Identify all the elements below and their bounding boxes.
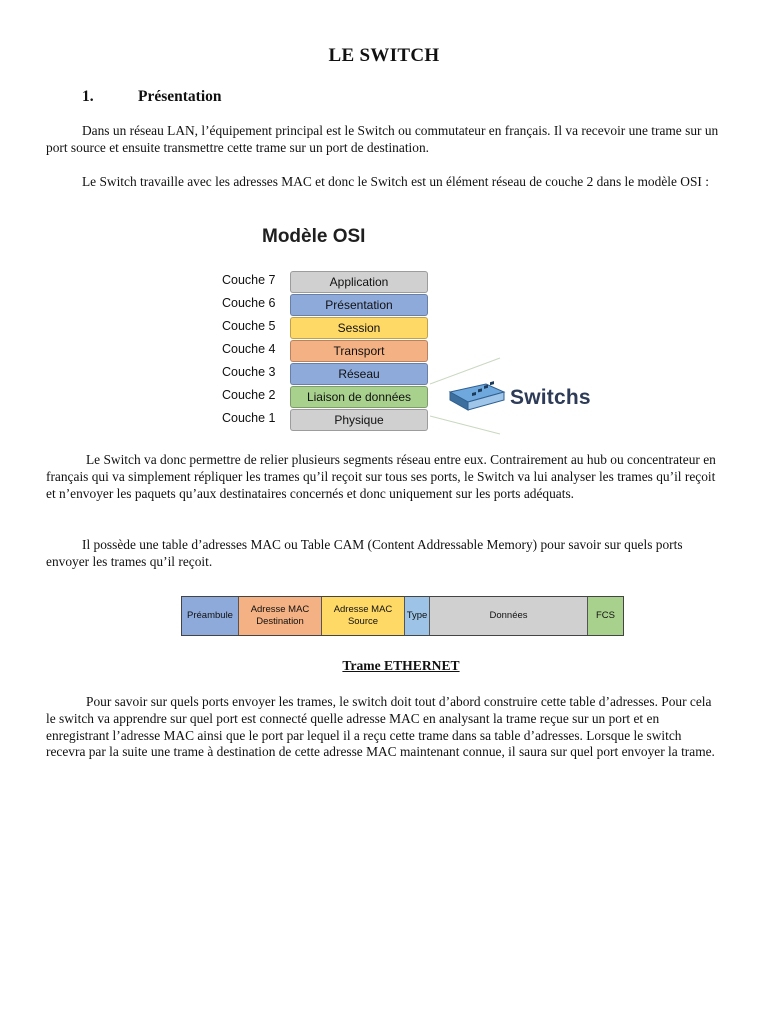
network-switch-icon: [446, 380, 506, 416]
osi-model-diagram: [200, 222, 620, 442]
osi-layer-box: Application: [290, 271, 428, 293]
page-title: LE SWITCH: [328, 45, 440, 66]
osi-layer-box: Transport: [290, 340, 428, 362]
osi-layer-label: Couche 2: [222, 388, 276, 402]
osi-layer-label: Couche 4: [222, 342, 276, 356]
frame-field-label: Type: [406, 610, 428, 621]
osi-layer-label: Couche 3: [222, 365, 276, 379]
osi-layer-label: Couche 1: [222, 411, 276, 425]
paragraph-4-text: Il possède une table d’adresses MAC ou Table CAM (Content Addressable Memory) pour savoir sur quels ports envoyer les trames qu’il reçoit.: [46, 537, 683, 569]
osi-title: Modèle OSI: [262, 226, 366, 247]
section-number: 1.: [82, 88, 94, 105]
section-title: Présentation: [138, 88, 222, 105]
frame-field-sublabel: Source: [347, 616, 379, 627]
paragraph-2: [46, 174, 724, 191]
frame-caption: Trame ETHERNET: [342, 658, 460, 673]
paragraph-2-text: Le Switch travaille avec les adresses MAC et donc le Switch est un élément réseau de couche 2 dans le modèle OSI :: [82, 174, 709, 189]
frame-field-label: Données: [489, 610, 528, 621]
frame-field-mac-destination: [239, 597, 322, 635]
osi-layer-box: Présentation: [290, 294, 428, 316]
ethernet-frame-diagram: [181, 596, 624, 636]
switch-label: Switchs: [510, 386, 591, 409]
osi-layer-box: Réseau: [290, 363, 428, 385]
frame-field-type: [405, 597, 430, 635]
frame-field-sublabel: Destination: [256, 616, 304, 627]
frame-field-label: Adresse MAC: [333, 604, 393, 615]
osi-layer-label: Couche 5: [222, 319, 276, 333]
frame-field-label: Adresse MAC: [250, 604, 310, 615]
paragraph-3-text: Le Switch va donc permettre de relier plusieurs segments réseau entre eux. Contrairement au hub ou concentrateur en français qui va simplement répliquer les trames qu’il reçoit sur tous ses ports, le Switch va lui analyser les trames qu’il reçoit et n’envoyer les paquets qu’aux destinataires concernés et donc uniquement sur les ports adéquats.: [46, 452, 716, 501]
paragraph-3: [46, 452, 724, 502]
frame-field-label: Préambule: [187, 610, 233, 621]
frame-field-data: [430, 597, 588, 635]
frame-field-label: FCS: [596, 610, 615, 621]
frame-field-preamble: [182, 597, 239, 635]
osi-layer-box: Liaison de données: [290, 386, 428, 408]
paragraph-4: [46, 537, 724, 571]
paragraph-1-text: Dans un réseau LAN, l’équipement principal est le Switch ou commutateur en français. Il va recevoir une trame sur un port source et ensuite transmettre cette trame sur un port de destination.: [46, 123, 719, 155]
osi-layer-box: Session: [290, 317, 428, 339]
osi-layer-label: Couche 6: [222, 296, 276, 310]
paragraph-1: [46, 123, 724, 157]
frame-field-mac-source: [322, 597, 405, 635]
osi-layer-box: Physique: [290, 409, 428, 431]
switch-callout: [426, 350, 616, 440]
frame-field-fcs: [588, 597, 623, 635]
paragraph-5-text: Pour savoir sur quels ports envoyer les trames, le switch doit tout d’abord construire cette table d’adresses. Pour cela le switch va apprendre sur quel port est connecté quelle adresse MAC en analysant la trame reçue sur un port et en enregistrant l’adresse MAC ainsi que le port par lequel il a reçu cette trame dans sa table d’adresses. Lorsque le switch recevra par la suite une trame à destination de cette adresse MAC maintenant connue, il saura sur quel port envoyer la trame.: [46, 694, 715, 760]
section-heading: [82, 88, 222, 106]
paragraph-5: [46, 694, 724, 761]
osi-layer-label: Couche 7: [222, 273, 276, 287]
